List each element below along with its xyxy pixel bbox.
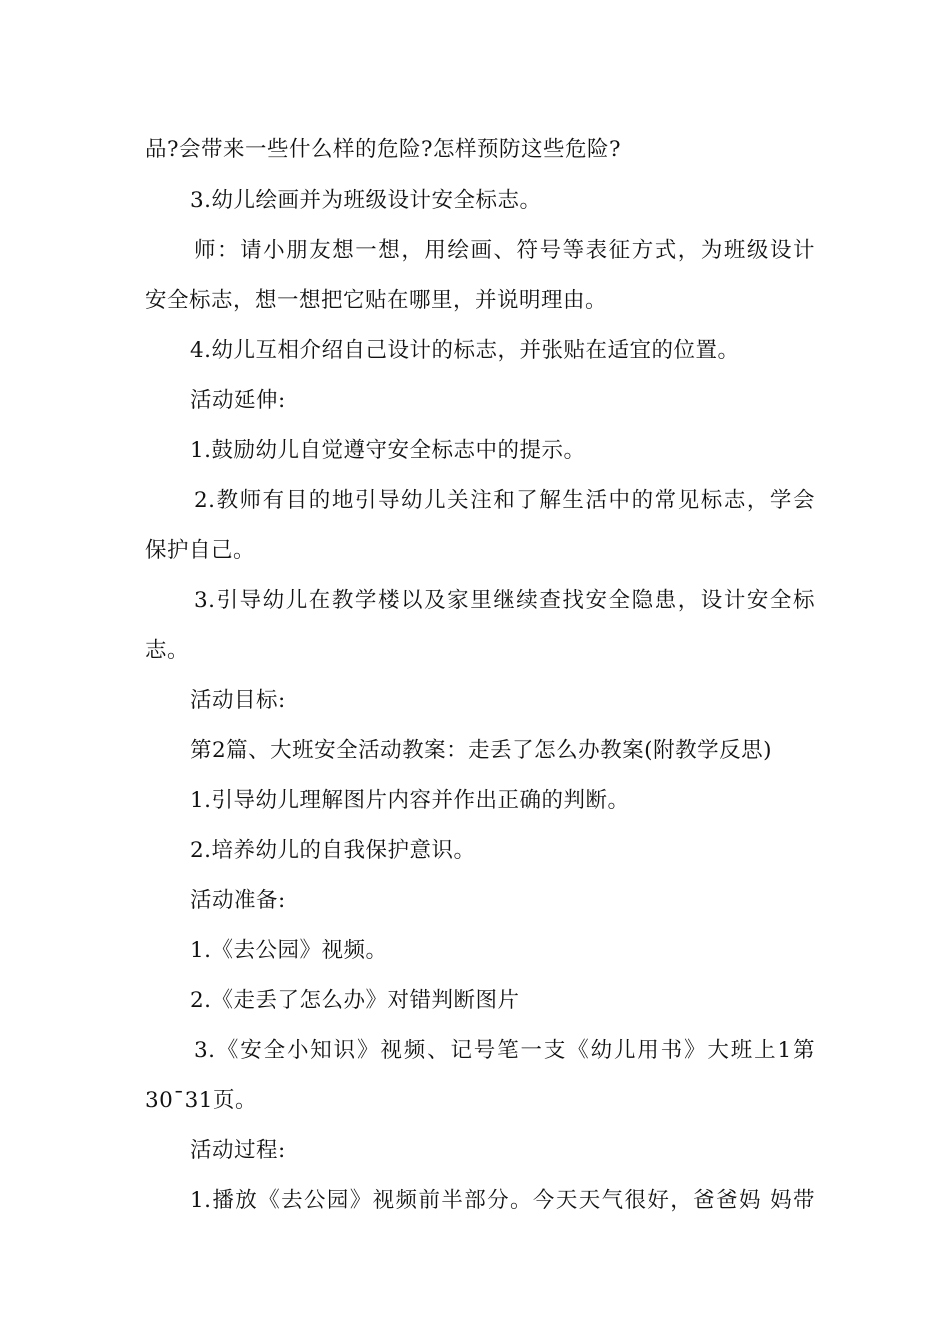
text-line-20: 30¯31页。 (145, 1088, 257, 1113)
text-line-2: 3.幼儿绘画并为班级设计安全标志。 (190, 188, 542, 213)
text-line-19: 3.《安全小知识》视频、记号笔一支《幼儿用书》大班上1第 (194, 1038, 815, 1063)
text-line-1: 品?会带来一些什么样的危险?怎样预防这些危险? (145, 137, 622, 162)
section-heading-goals: 活动目标: (190, 688, 286, 713)
text-line-5: 4.幼儿互相介绍自己设计的标志，并张贴在适宜的位置。 (190, 338, 740, 363)
text-line-14: 1.引导幼儿理解图片内容并作出正确的判断。 (190, 788, 630, 813)
text-line-11: 志。 (145, 638, 190, 663)
text-line-7: 1.鼓励幼儿自觉遵守安全标志中的提示。 (190, 438, 586, 463)
text-line-4: 安全标志，想一想把它贴在哪里，并说明理由。 (145, 288, 608, 313)
section-heading-process: 活动过程: (190, 1138, 286, 1163)
article-title: 第2篇、大班安全活动教案：走丢了怎么办教案(附教学反思) (190, 738, 772, 763)
section-heading-extension: 活动延伸: (190, 388, 286, 413)
text-line-10: 3.引导幼儿在教学楼以及家里继续查找安全隐患，设计安全标 (194, 588, 815, 613)
text-line-18: 2.《走丢了怎么办》对错判断图片 (190, 988, 520, 1013)
section-heading-preparation: 活动准备: (190, 888, 286, 913)
text-line-15: 2.培养幼儿的自我保护意识。 (190, 838, 476, 863)
text-line-8: 2.教师有目的地引导幼儿关注和了解生活中的常见标志，学会 (194, 488, 815, 513)
text-line-22: 1.播放《去公园》视频前半部分。今天天气很好，爸爸妈 妈带 (190, 1188, 815, 1213)
text-line-17: 1.《去公园》视频。 (190, 938, 388, 963)
text-line-3: 师：请小朋友想一想，用绘画、符号等表征方式，为班级设计 (194, 238, 815, 263)
text-line-9: 保护自己。 (145, 538, 256, 563)
